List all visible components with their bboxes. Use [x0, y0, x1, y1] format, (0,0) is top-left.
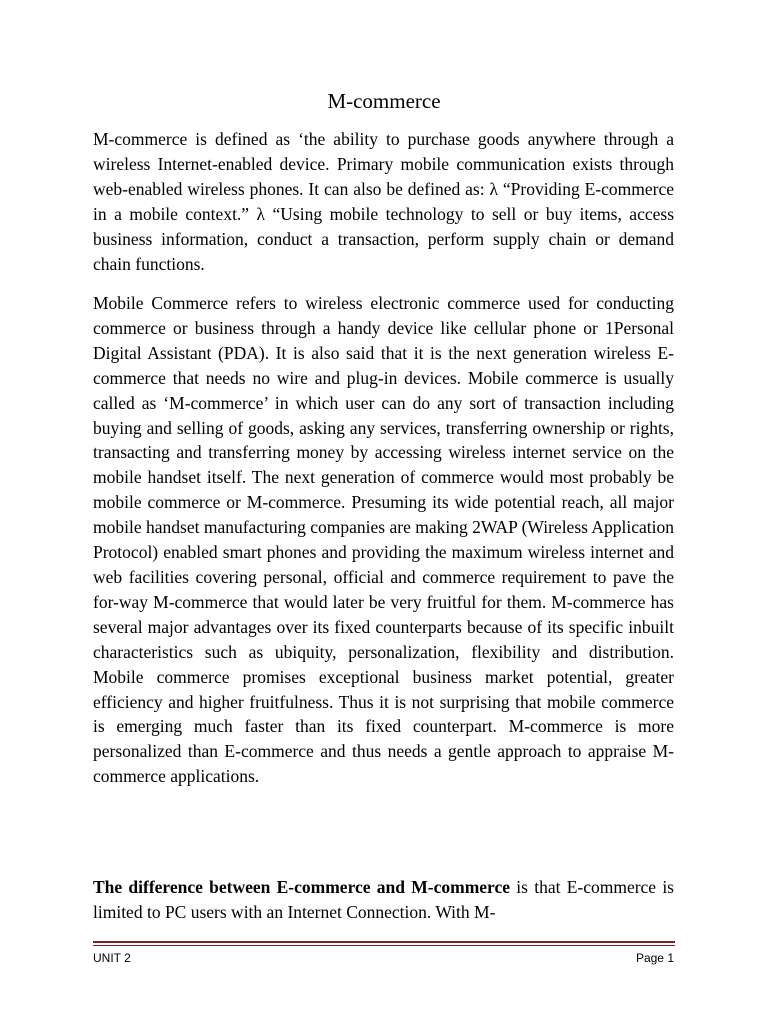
footer-unit-label: UNIT 2 — [93, 951, 131, 965]
difference-text: is that E-commerce is limited to PC users with an Internet Connection. With M- — [93, 877, 674, 922]
paragraph-difference — [93, 875, 674, 925]
footer-rule-thick — [93, 941, 675, 943]
footer-page-number: Page 1 — [635, 951, 674, 965]
difference-heading-bold: The difference between E-commerce and M-commerce — [93, 877, 511, 897]
footer-rule-thin — [93, 945, 675, 946]
paragraph-definition: M-commerce is defined as ‘the ability to purchase goods anywhere through a wireless Internet-enabled device. Primary mobile communication exists through web-enabled wireless phones. It can also be defined as: λ “Providing E-commerce in a mobile context.” λ “Using mobile technology to sell or buy items, access business information, conduct a transaction, perform supply chain or demand chain functions. — [93, 129, 674, 274]
page-title: M-commerce — [327, 89, 441, 113]
paragraph-mobile-commerce: Mobile Commerce refers to wireless electronic commerce used for conducting commerce or business through a handy device like cellular phone or 1Personal Digital Assistant (PDA). It is also said that it is the next generation wireless E-commerce that needs no wire and plug-in devices. Mobile commerce is usually called as ‘M-commerce’ in which user can do any sort of transaction including buying and selling of goods, asking any services, transferring ownership or rights, transacting and transferring money by accessing wireless internet service on the mobile handset itself. The next generation of commerce would most probably be mobile commerce or M-commerce. Presuming its wide potential reach, all major mobile handset manufacturing companies are making 2WAP (Wireless Application Protocol) enabled smart phones and providing the maximum wireless internet and web facilities covering personal, official and commerce requirement to pave the for-way M-commerce that would later be very fruitful for them. M-commerce has several major advantages over its fixed counterparts because of its specific inbuilt characteristics such as ubiquity, personalization, flexibility and distribution. Mobile commerce promises exceptional business market potential, greater efficiency and higher fruitfulness. Thus it is not surprising that mobile commerce is emerging much faster than its fixed counterpart. M-commerce is more personalized than E-commerce and thus needs a gentle approach to appraise M-commerce applications. — [93, 293, 674, 787]
